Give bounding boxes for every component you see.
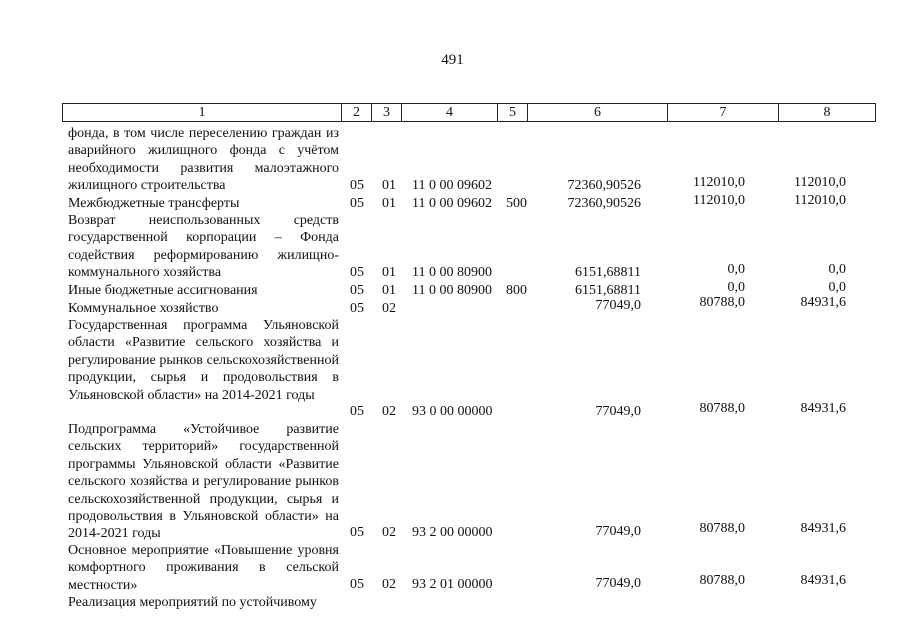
row-2-amount-3: 0,0 [828, 262, 846, 277]
row-2-section: 05 [350, 265, 364, 280]
row-4-amount-2: 80788,0 [699, 295, 745, 310]
header-col-3: 3 [372, 104, 402, 122]
header-col-7: 7 [668, 104, 779, 122]
row-1-subsection: 01 [382, 196, 396, 211]
row-2-amount-1: 6151,68811 [575, 265, 641, 280]
row-7-amount-3: 84931,6 [800, 573, 846, 588]
row-7-amount-2: 80788,0 [699, 573, 745, 588]
row-0-target-article: 11 0 00 09602 [412, 178, 492, 193]
row-7-amount-1: 77049,0 [595, 576, 641, 591]
row-1-section: 05 [350, 196, 364, 211]
table-header [62, 103, 876, 122]
row-2-amount-2: 0,0 [727, 262, 745, 277]
row-2-description: Возврат неиспользованных средств государственной корпорации – Фонда содействия реформированию жилищно-коммунального хозяйства [68, 213, 339, 281]
row-2-subsection: 01 [382, 265, 396, 280]
row-3-amount-1: 6151,68811 [575, 283, 641, 298]
row-6-target-article: 93 2 00 00000 [412, 525, 493, 540]
row-0-subsection: 01 [382, 178, 396, 193]
row-7-description: Основное мероприятие «Повышение уровня комфортного проживания в сельской местности» [68, 543, 339, 593]
row-3-amount-2: 0,0 [727, 280, 745, 295]
row-4-amount-3: 84931,6 [800, 295, 846, 310]
row-2-target-article: 11 0 00 80900 [412, 265, 492, 280]
row-5-amount-2: 80788,0 [699, 401, 745, 416]
row-3-section: 05 [350, 283, 364, 298]
row-3-target-article: 11 0 00 80900 [412, 283, 492, 298]
row-4-description: Коммунальное хозяйство [68, 301, 219, 316]
row-6-amount-3: 84931,6 [800, 521, 846, 536]
header-col-6: 6 [528, 104, 668, 122]
header-col-5: 5 [498, 104, 528, 122]
row-3-amount-3: 0,0 [828, 280, 846, 295]
row-4-subsection: 02 [382, 301, 396, 316]
row-0-amount-1: 72360,90526 [567, 178, 641, 193]
table-header-row [63, 104, 876, 122]
row-1-target-article: 11 0 00 09602 [412, 196, 492, 211]
row-5-description: Государственная программа Ульяновской области «Развитие сельского хозяйства и регулирование рынков сельскохозяйственной продукции, сырья и продовольствия в Ульяновской области» на 2014-2021 годы [68, 318, 339, 403]
row-6-amount-1: 77049,0 [595, 524, 641, 539]
row-3-description: Иные бюджетные ассигнования [68, 283, 258, 298]
row-6-description: Подпрограмма «Устойчивое развитие сельских территорий» государственной программы Ульяновской области «Развитие сельского хозяйства и регулирование рынков сельскохозяйственной продукции, сырья и продовольствия в Ульяновской области» на 2014-2021 годы [68, 422, 339, 542]
row-1-amount-3: 112010,0 [794, 193, 846, 208]
row-5-target-article: 93 0 00 00000 [412, 404, 493, 419]
row-0-section: 05 [350, 178, 364, 193]
row-0-amount-2: 112010,0 [693, 175, 745, 190]
row-4-section: 05 [350, 301, 364, 316]
row-4-amount-1: 77049,0 [595, 298, 641, 313]
row-1-expense-type: 500 [506, 196, 527, 211]
row-1-description: Межбюджетные трансферты [68, 196, 240, 211]
page-number: 491 [441, 52, 464, 68]
row-8-description: Реализация мероприятий по устойчивому [68, 595, 317, 610]
row-5-amount-3: 84931,6 [800, 401, 846, 416]
row-0-amount-3: 112010,0 [794, 175, 846, 190]
header-col-1: 1 [63, 104, 342, 122]
row-6-subsection: 02 [382, 525, 396, 540]
row-6-section: 05 [350, 525, 364, 540]
row-7-subsection: 02 [382, 577, 396, 592]
header-col-2: 2 [342, 104, 372, 122]
row-7-section: 05 [350, 577, 364, 592]
row-0-description: фонда, в том числе переселению граждан из аварийного жилищного фонда с учётом необходимости развития малоэтажного жилищного строительства [68, 126, 339, 194]
row-7-target-article: 93 2 01 00000 [412, 577, 493, 592]
row-1-amount-2: 112010,0 [693, 193, 745, 208]
header-col-4: 4 [402, 104, 498, 122]
row-5-section: 05 [350, 404, 364, 419]
row-3-expense-type: 800 [506, 283, 527, 298]
row-1-amount-1: 72360,90526 [567, 196, 641, 211]
row-5-subsection: 02 [382, 404, 396, 419]
header-col-8: 8 [779, 104, 876, 122]
row-6-amount-2: 80788,0 [699, 521, 745, 536]
row-5-amount-1: 77049,0 [595, 404, 641, 419]
row-3-subsection: 01 [382, 283, 396, 298]
